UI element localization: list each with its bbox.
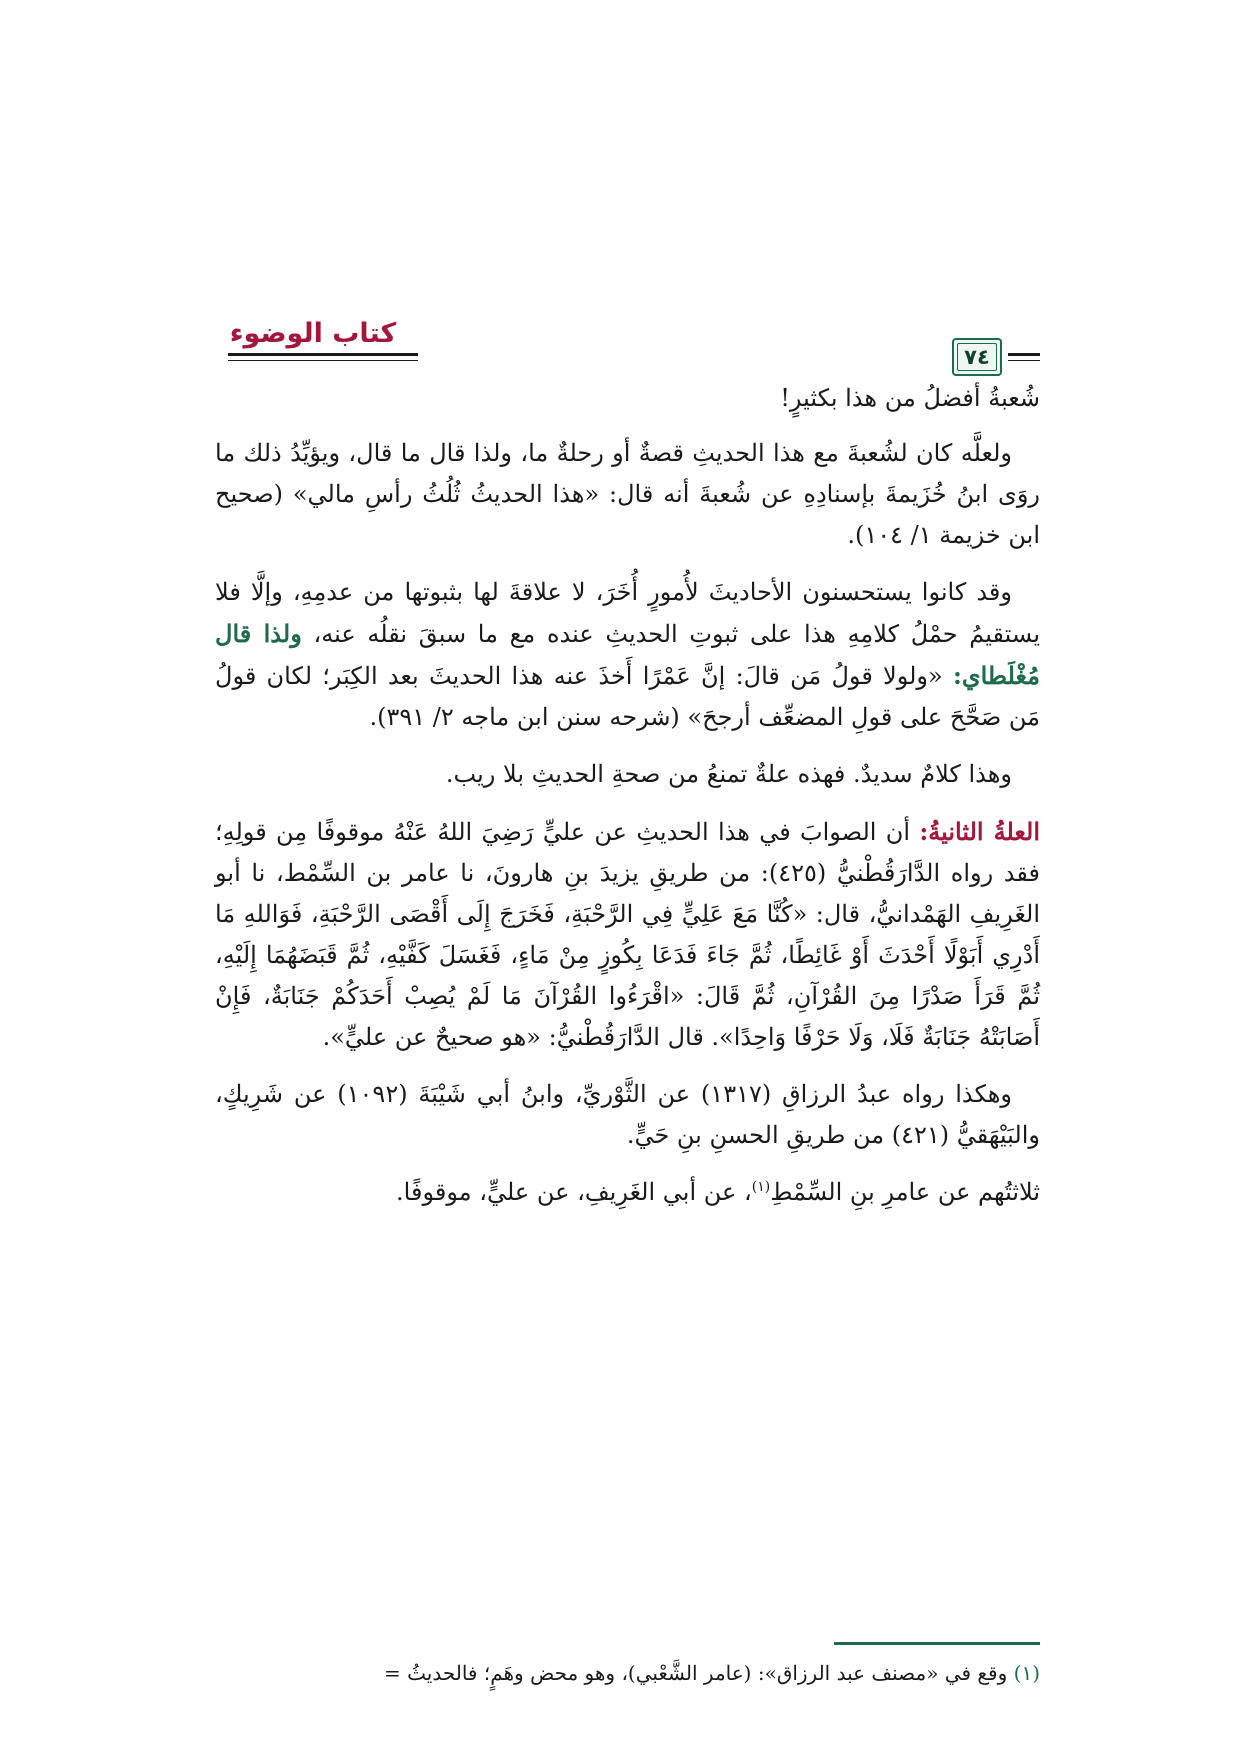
header-rule [1008, 360, 1040, 361]
paragraph [215, 1074, 1040, 1156]
footnote-separator [834, 1642, 1040, 1645]
paragraph-text: شُعبةُ أفضلُ من هذا بكثيرٍ! [780, 384, 1040, 412]
footnote-number: (١) [1013, 1661, 1040, 1685]
quotation-text: «ولولا قولُ مَن قالَ: إنَّ عَمْرًا أَخذَ عنه هذا الحديثَ بعد الكِبَر؛ لكان قولُ مَن صَحَّحَ على قولِ المضعِّف أرجحَ» (شرحه سنن ابن ماجه ٢/ ٣٩١). [215, 662, 1040, 731]
paragraph-text: ، عن أبي الغَرِيفِ، عن عليٍّ، موقوفًا. [396, 1178, 752, 1206]
paragraph [215, 433, 1040, 556]
paragraph-text: أن الصوابَ في هذا الحديثِ عن عليٍّ رَضِيَ اللهُ عَنْهُ موقوفًا مِن قولِهِ؛ فقد رواه الدَّارَقُطْنيُّ (٤٢٥): من طريقِ يزيدَ بنِ هارونَ، نا عامر بن السِّمْط، نا أبو الغَرِيفِ الهَمْدانيُّ، قال: «كُنَّا مَعَ عَلِيٍّ فِي الرَّحْبَةِ، فَخَرَجَ إِلَى أَقْصَى الرَّحْبَةِ، فَوَاللهِ مَا أَدْرِي أَبَوْلًا أَحْدَثَ أَوْ غَائِطًا، ثُمَّ جَاءَ فَدَعَا بِكُوزٍ مِنْ مَاءٍ، فَغَسَلَ كَفَّيْهِ، ثُمَّ قَبَضَهُمَا إِلَيْهِ، ثُمَّ قَرَأَ صَدْرًا مِنَ القُرْآنِ، ثُمَّ قَالَ: «اقْرَءُوا القُرْآنَ مَا لَمْ يُصِبْ أَحَدَكُمْ جَنَابَةٌ، فَإِنْ أَصَابَتْهُ جَنَابَةٌ فَلَا، وَلَا حَرْفًا وَاحِدًا». قال الدَّارَقُطْنيُّ: «هو صحيحٌ عن عليٍّ». [215, 818, 1041, 1051]
footnote-reference[interactable]: (١) [751, 1179, 771, 1195]
main-text [215, 378, 1040, 1229]
page-number-badge [952, 338, 1002, 376]
header-rule [1008, 353, 1040, 356]
paragraph [215, 1172, 1040, 1213]
paragraph-text: وقد كانوا يستحسنون الأحاديثَ لأُمورٍ أُخَرَ، لا علاقةَ لها بثبوتها من عدمِهِ، وإلَّا فلا يستقيمُ حمْلُ كلامِهِ هذا على ثبوتِ الحديثِ عنده مع ما سبقَ نقلُه عنه، [215, 578, 1040, 648]
header-rule [228, 360, 418, 361]
paragraph [215, 811, 1040, 1058]
paragraph [215, 754, 1040, 795]
section-heading: العلةُ الثانيةُ: [919, 817, 1040, 846]
highlighted-attribution: ولذا قال مُغْلَطاي: [215, 619, 1040, 690]
paragraph-text: ثلاثتُهم عن عامرِ بنِ السِّمْطِ [770, 1178, 1040, 1206]
header-rule [228, 353, 418, 356]
paragraph-text: وهذا كلامٌ سديدٌ. فهذه علةٌ تمنعُ من صحةِ الحديثِ بلا ريب. [445, 760, 1012, 788]
paragraph [215, 572, 1040, 738]
page-number: ٧٤ [964, 345, 990, 369]
paragraph-text: ولعلَّه كان لشُعبةَ مع هذا الحديثِ قصةٌ أو رحلةٌ ما، ولذا قال ما قال، ويؤيِّدُ ذلك ما روَى ابنُ خُزَيمةَ بإسنادِهِ عن شُعبةَ أنه قال: «هذا الحديثُ ثُلُثُ رأسِ مالي» (صحيح ابن خزيمة ١/ ١٠٤). [215, 439, 1041, 549]
running-header-title: كتاب الوضوء [229, 318, 397, 349]
paragraph [215, 378, 1040, 419]
paragraph-text: وهكذا رواه عبدُ الرزاقِ (١٣١٧) عن الثَّوْريِّ، وابنُ أبي شَيْبَةَ (١٠٩٢) عن شَرِيكٍ، والبَيْهَقيُّ (٤٢١) من طريقِ الحسنِ بنِ حَيٍّ. [215, 1080, 1040, 1149]
footnote-text: وقع في «مصنف عبد الرزاق»: (عامر الشَّعْبي)، وهو محض وهَمٍ؛ فالحديثُ = [384, 1661, 1008, 1685]
footnote [215, 1656, 1040, 1690]
